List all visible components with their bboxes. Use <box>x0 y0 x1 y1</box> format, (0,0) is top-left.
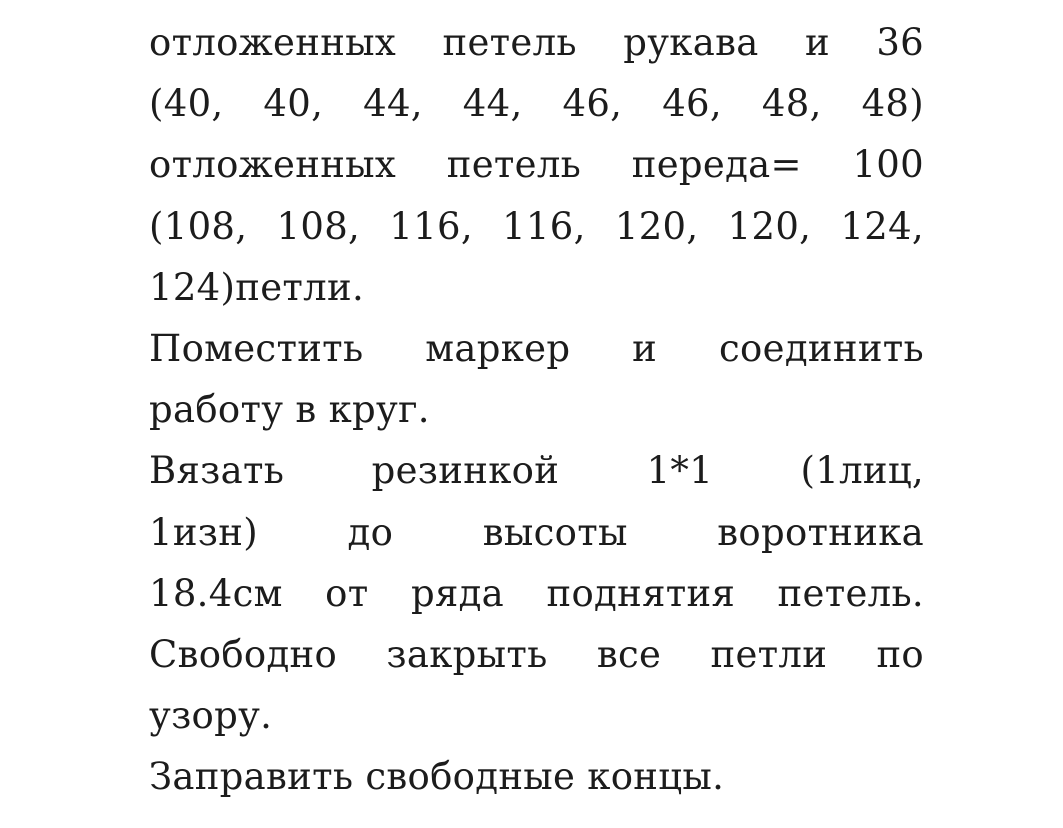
paragraph-rib-knit <box>149 440 924 624</box>
text-line: 124)петли. <box>149 265 365 309</box>
text-line: Вязать резинкой 1*1 (1лиц, <box>149 449 924 493</box>
text-line: 18.4см от ряда поднятия петель. <box>149 571 924 615</box>
text-line: (40, 40, 44, 44, 46, 46, 48, 48) <box>149 82 924 126</box>
paragraph-place-marker <box>149 318 924 440</box>
paragraph-weave-ends <box>149 746 924 807</box>
text-line: 1изн) до высоты воротника <box>149 510 924 554</box>
text-line: отложенных петель переда= 100 <box>149 143 924 187</box>
text-line: узору. <box>149 694 273 738</box>
document-text-column <box>149 12 924 808</box>
text-line: Свободно закрыть все петли по <box>149 633 924 677</box>
paragraph-bind-off <box>149 624 924 746</box>
text-line: Заправить свободные концы. <box>149 755 725 799</box>
text-line: работу в круг. <box>149 388 430 432</box>
text-line: отложенных петель рукава и 36 <box>149 21 924 64</box>
paragraph-stitch-counts <box>149 12 924 318</box>
text-line: Поместить маркер и соединить <box>149 327 924 371</box>
text-line: (108, 108, 116, 116, 120, 120, 124, <box>149 204 924 248</box>
